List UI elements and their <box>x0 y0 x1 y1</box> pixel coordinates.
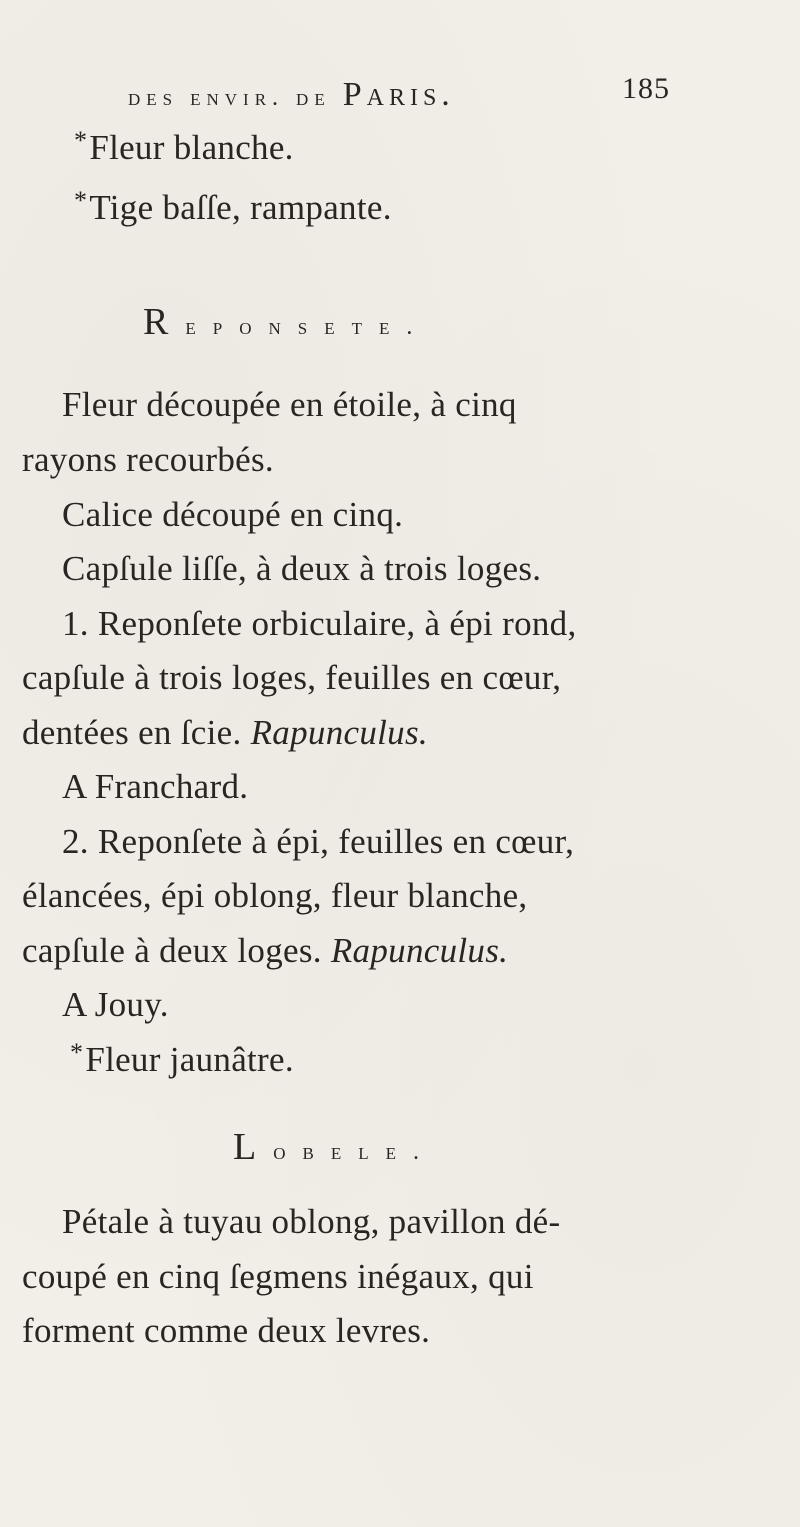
section-heading-initial: L <box>233 1126 274 1168</box>
text-line: Capſule liſſe, à deux à trois loges. <box>62 549 542 588</box>
section-heading-rest: obele. <box>273 1139 436 1165</box>
text-line <box>74 188 392 228</box>
line-text: capſule à deux loges. <box>22 931 322 970</box>
asterisk-mark: * <box>74 126 88 155</box>
line-text: dentées en ſcie. <box>22 713 242 752</box>
text-line: rayons recourbés. <box>22 440 274 479</box>
text-line: A Franchard. <box>62 767 249 806</box>
asterisk-mark: * <box>70 1038 84 1067</box>
text-line: 2. Reponſete à épi, feuilles en cœur, <box>62 822 575 861</box>
line-text: Fleur blanche. <box>89 128 294 167</box>
line-text: Fleur jaunâtre. <box>85 1040 294 1079</box>
text-line: capſule à trois loges, feuilles en cœur, <box>22 658 562 697</box>
text-line <box>22 713 428 753</box>
running-head <box>128 76 658 114</box>
text-line: A Jouy. <box>62 985 169 1024</box>
line-text: Tige baſſe, rampante. <box>89 188 392 227</box>
text-line: coupé en cinq ſegmens inégaux, qui <box>22 1257 534 1296</box>
text-line: forment comme deux levres. <box>22 1311 431 1350</box>
section-heading-reponsete <box>143 300 429 344</box>
section-heading-rest: eponsete. <box>185 314 430 340</box>
section-heading-initial: R <box>143 301 186 343</box>
text-line: 1. Reponſete orbiculaire, à épi rond, <box>62 604 577 643</box>
text-line <box>74 128 294 168</box>
text-line: Calice découpé en cinq. <box>62 495 404 534</box>
text-line: Fleur découpée en étoile, à cinq <box>62 385 517 424</box>
latin-name: Rapunculus. <box>330 931 509 970</box>
text-line <box>70 1040 294 1080</box>
latin-name: Rapunculus. <box>250 713 428 752</box>
text-line: élancées, épi oblong, fleur blanche, <box>22 876 528 915</box>
text-line <box>22 931 508 971</box>
section-heading-lobele <box>233 1125 436 1169</box>
running-head-prefix: des envir. de <box>128 85 331 111</box>
running-head-city: Paris. <box>342 76 455 113</box>
asterisk-mark: * <box>74 186 88 215</box>
page-number: 185 <box>622 72 670 105</box>
text-line: Pétale à tuyau oblong, pavillon dé- <box>62 1202 561 1241</box>
